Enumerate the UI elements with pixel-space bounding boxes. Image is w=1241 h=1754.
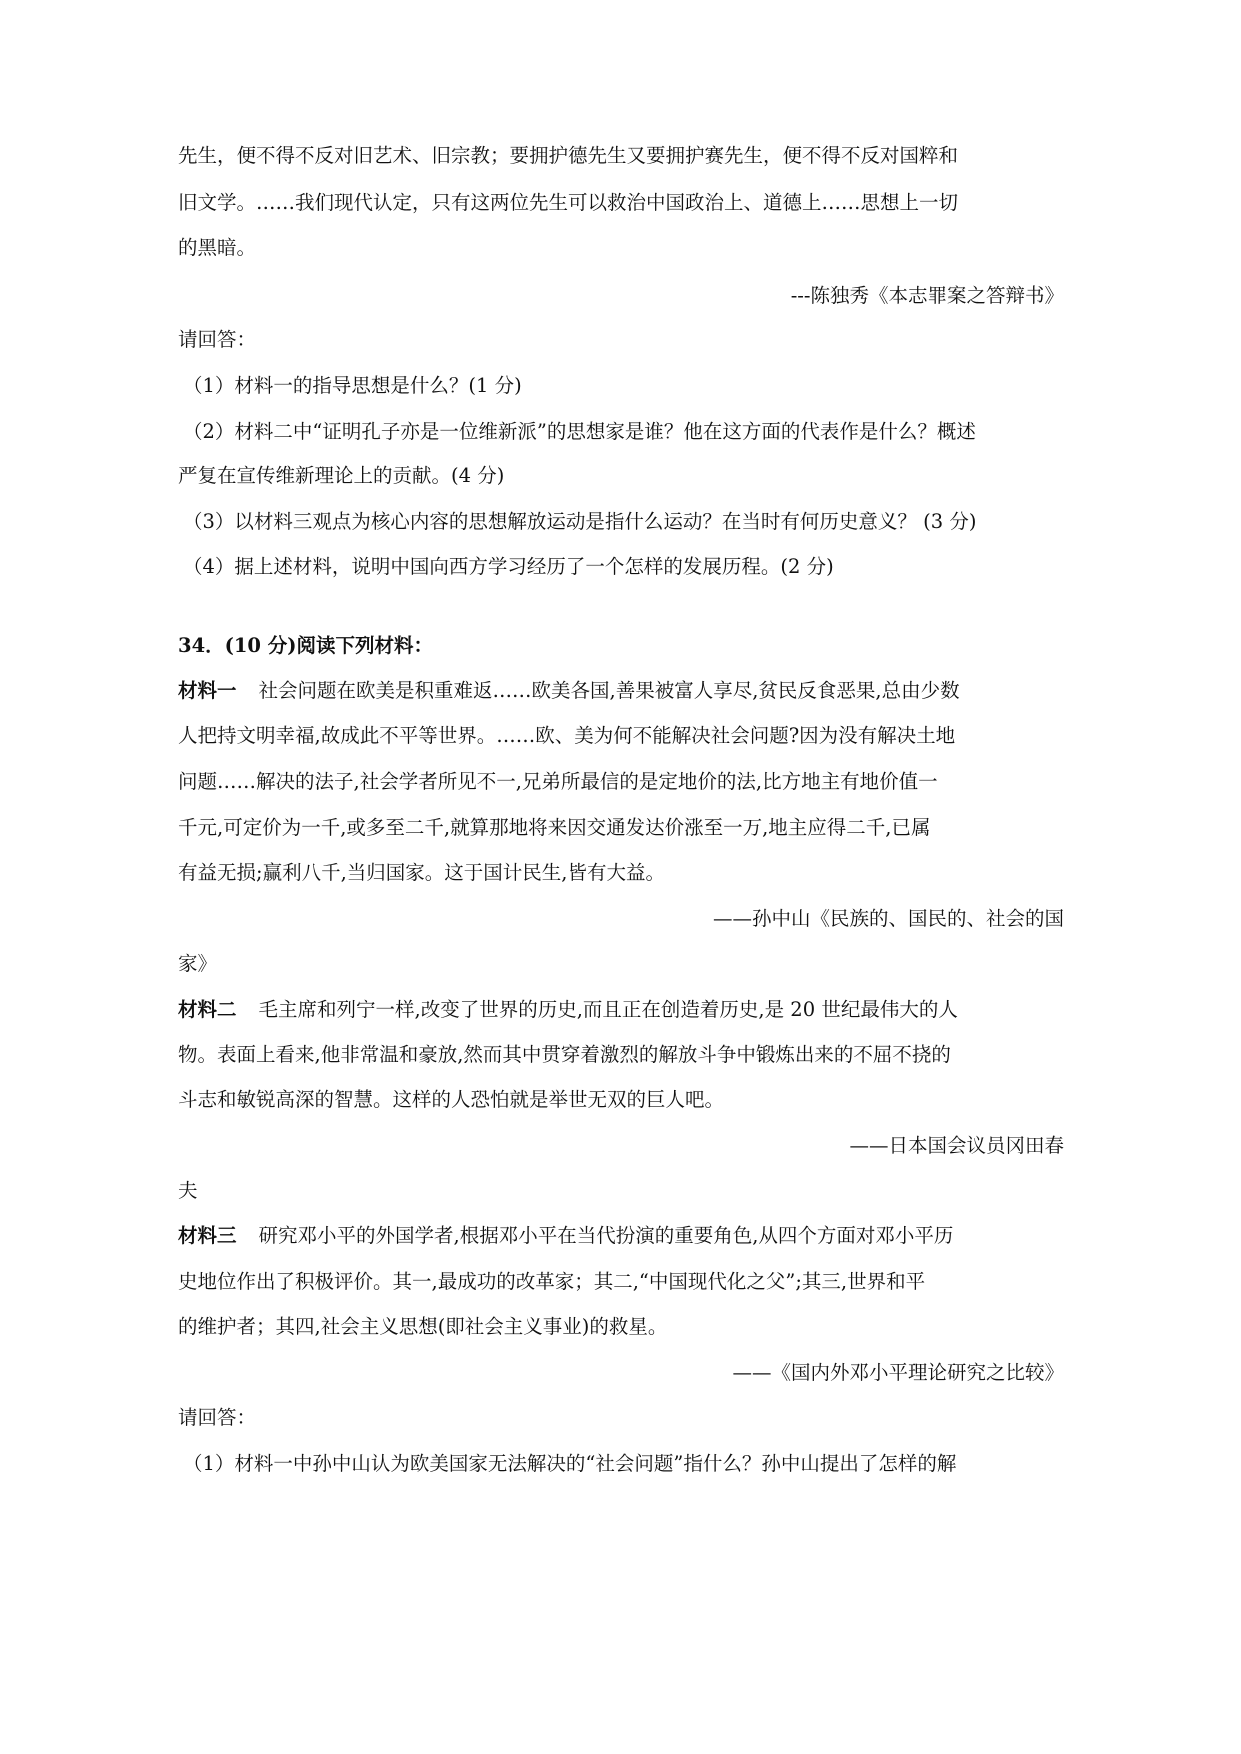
- q34-heading: 34．(10 分)阅读下列材料：: [178, 634, 434, 657]
- q34-material-1-line-1: [178, 671, 1064, 711]
- q33-question-4: （4）据上述材料，说明中国向西方学习经历了一个怎样的发展历程。(2 分): [183, 555, 834, 578]
- q33-prompt: 请回答：: [178, 328, 257, 351]
- q34-material-2-label: 材料二: [178, 998, 237, 1021]
- q34-material-1-line-3: 问题……解决的法子,社会学者所见不一,兄弟所最信的是定地价的法,比方地主有地价值一: [178, 770, 938, 793]
- q34-material-3-line-1: [178, 1216, 1064, 1256]
- q34-material-2-source: ——日本国会议员冈田春: [849, 1134, 1064, 1157]
- q34-prompt: 请回答：: [178, 1406, 257, 1429]
- q33-question-2-cont: 严复在宣传维新理论上的贡献。(4 分): [178, 464, 505, 487]
- q34-material-3-text: 研究邓小平的外国学者,根据邓小平在当代扮演的重要角色,从四个方面对邓小平历: [258, 1224, 954, 1247]
- q34-material-1-label: 材料一: [178, 679, 237, 702]
- q34-material-1-source-cont: 家》: [178, 952, 218, 975]
- q34-material-1-text: 社会问题在欧美是积重难返……欧美各国,善果被富人享尽,贫民反食恶果,总由少数: [258, 679, 960, 702]
- q34-material-1-line-4: 千元,可定价为一千,或多至二千,就算那地将来因交通发达价涨至一万,地主应得二千,已属: [178, 816, 931, 839]
- q34-material-2-line-2: 物。表面上看来,他非常温和豪放,然而其中贯穿着激烈的解放斗争中锻炼出来的不屈不挠的: [178, 1043, 951, 1066]
- q34-material-2-text: 毛主席和列宁一样,改变了世界的历史,而且正在创造着历史,是 20 世纪最伟大的人: [258, 998, 958, 1021]
- q34-material-3-label: 材料三: [178, 1224, 237, 1247]
- q34-material-3-source: ——《国内外邓小平理论研究之比较》: [732, 1361, 1064, 1384]
- q33-text-line-1: 先生，便不得不反对旧艺术、旧宗教；要拥护德先生又要拥护赛先生，便不得不反对国粹和: [178, 144, 959, 167]
- q33-text-line-2: 旧文学。……我们现代认定，只有这两位先生可以救治中国政治上、道德上……思想上一切: [178, 191, 959, 214]
- q33-question-2: （2）材料二中“证明孔子亦是一位维新派”的思想家是谁？他在这方面的代表作是什么？概述: [183, 420, 976, 443]
- q34-material-2-source-cont: 夫: [178, 1179, 198, 1202]
- q33-question-1: （1）材料一的指导思想是什么？(1 分): [183, 374, 522, 397]
- q34-material-2-line-3: 斗志和敏锐高深的智慧。这样的人恐怕就是举世无双的巨人吧。: [178, 1088, 725, 1111]
- q33-question-3: （3）以材料三观点为核心内容的思想解放运动是指什么运动？在当时有何历史意义？ (3 分): [183, 510, 977, 533]
- q34-question-1: （1）材料一中孙中山认为欧美国家无法解决的“社会问题”指什么？孙中山提出了怎样的解: [183, 1452, 957, 1475]
- q34-material-3-line-2: 史地位作出了积极评价。其一,最成功的改革家；其二,“中国现代化之父”;其三,世界和平: [178, 1270, 926, 1293]
- q33-text-line-3: 的黑暗。: [178, 236, 257, 259]
- q34-material-1-line-2: 人把持文明幸福,故成此不平等世界。……欧、美为何不能解决社会问题?因为没有解决土地: [178, 724, 956, 747]
- q33-source: ---陈独秀《本志罪案之答辩书》: [790, 284, 1064, 307]
- q34-material-1-source: ——孙中山《民族的、国民的、社会的国: [712, 907, 1064, 930]
- q34-material-1-line-5: 有益无损;赢利八千,当归国家。这于国计民生,皆有大益。: [178, 861, 665, 884]
- q34-material-2-line-1: [178, 990, 1064, 1030]
- q34-material-3-line-3: 的维护者；其四,社会主义思想(即社会主义事业)的救星。: [178, 1315, 668, 1338]
